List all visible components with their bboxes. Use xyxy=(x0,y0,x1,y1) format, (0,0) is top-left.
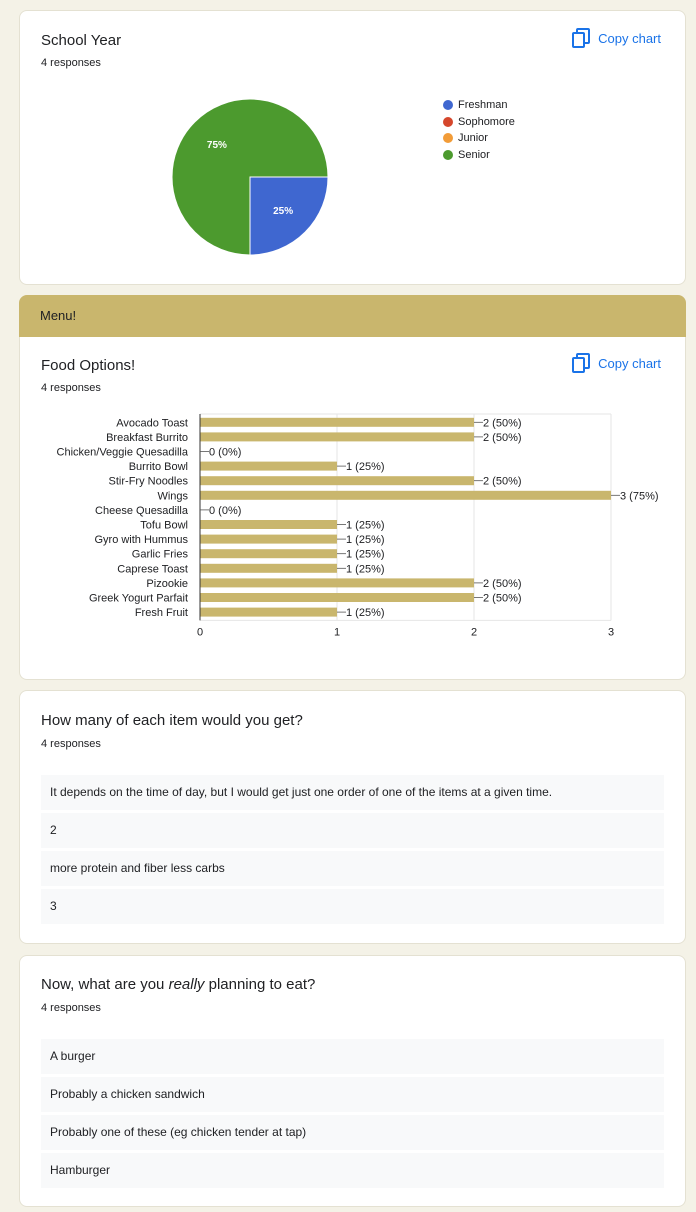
category-label: Gyro with Hummus xyxy=(94,534,188,547)
food-options-bar-chart xyxy=(20,407,687,647)
bar xyxy=(201,549,338,558)
x-tick-label: 1 xyxy=(333,626,341,639)
bar xyxy=(201,564,338,573)
data-label: 1 (25%) xyxy=(346,534,385,547)
pie-slice-label: 25% xyxy=(273,206,294,218)
list-item: more protein and fiber less carbs xyxy=(41,851,664,886)
legend-swatch xyxy=(443,133,453,143)
legend-label: Junior xyxy=(458,132,488,145)
bar xyxy=(201,462,338,471)
data-label: 1 (25%) xyxy=(346,607,385,620)
legend-item-junior xyxy=(443,130,515,147)
data-label: 0 (0%) xyxy=(209,446,242,459)
school-year-pie-chart xyxy=(150,77,350,277)
data-label: 1 (25%) xyxy=(346,519,385,532)
menu-section-title: Menu! xyxy=(40,308,77,323)
bar xyxy=(201,476,475,485)
menu-section-header xyxy=(19,295,686,337)
legend-item-freshman xyxy=(443,97,515,114)
pie-legend xyxy=(443,97,515,163)
category-label: Greek Yogurt Parfait xyxy=(88,592,188,605)
list-item: A burger xyxy=(41,1039,664,1074)
x-tick-label: 0 xyxy=(196,626,204,639)
list-item: 2 xyxy=(41,813,664,848)
planning-title-start: Now, what are you xyxy=(41,976,169,993)
category-label: Burrito Bowl xyxy=(128,461,188,474)
list-item: Hamburger xyxy=(41,1153,664,1188)
x-tick-label: 3 xyxy=(607,626,615,639)
pie-slice-label: 75% xyxy=(206,139,227,151)
bar xyxy=(201,593,475,602)
category-label: Stir-Fry Noodles xyxy=(108,475,188,488)
copy-chart-button[interactable] xyxy=(572,28,661,48)
how-many-responses: 4 responses xyxy=(41,738,101,750)
bar xyxy=(201,418,475,427)
list-item: 3 xyxy=(41,889,664,924)
legend-swatch xyxy=(443,100,453,110)
copy-chart-label: Copy chart xyxy=(598,30,661,46)
category-label: Garlic Fries xyxy=(131,548,188,561)
data-label: 2 (50%) xyxy=(483,577,522,590)
planning-card xyxy=(19,955,686,1207)
legend-item-sophomore xyxy=(443,114,515,131)
how-many-title: How many of each item would you get? xyxy=(41,712,303,729)
category-label: Cheese Quesadilla xyxy=(95,504,188,517)
planning-title-emphasis: really xyxy=(168,976,205,993)
how-many-card xyxy=(19,690,686,944)
planning-title xyxy=(41,976,315,993)
food-options-responses: 4 responses xyxy=(41,382,101,394)
data-label: 1 (25%) xyxy=(346,548,385,561)
bar xyxy=(201,432,475,441)
category-label: Fresh Fruit xyxy=(134,607,188,620)
data-label: 2 (50%) xyxy=(483,417,522,430)
category-label: Avocado Toast xyxy=(116,417,188,430)
data-label: 2 (50%) xyxy=(483,592,522,605)
x-tick-label: 2 xyxy=(470,626,478,639)
school-year-responses: 4 responses xyxy=(41,57,101,69)
bar xyxy=(201,520,338,529)
legend-item-senior xyxy=(443,147,515,164)
school-year-title: School Year xyxy=(41,32,122,49)
data-label: 2 (50%) xyxy=(483,475,522,488)
data-label: 1 (25%) xyxy=(346,563,385,576)
copy-icon xyxy=(572,28,590,48)
category-label: Tofu Bowl xyxy=(140,519,188,532)
legend-label: Freshman xyxy=(458,99,508,112)
bar xyxy=(201,535,338,544)
planning-responses: 4 responses xyxy=(41,1002,101,1014)
copy-chart-button[interactable] xyxy=(572,353,661,373)
category-label: Wings xyxy=(157,490,188,503)
category-label: Caprese Toast xyxy=(117,563,188,576)
legend-swatch xyxy=(443,150,453,160)
planning-title-end: planning to eat? xyxy=(204,976,316,993)
legend-label: Sophomore xyxy=(458,115,515,128)
data-label: 1 (25%) xyxy=(346,461,385,474)
list-item: It depends on the time of day, but I would get just one order of one of the items at a given time. xyxy=(41,775,664,810)
bar xyxy=(201,491,612,500)
school-year-card xyxy=(19,10,686,285)
food-options-card xyxy=(19,337,686,680)
copy-chart-label: Copy chart xyxy=(598,355,661,371)
data-label: 3 (75%) xyxy=(620,490,659,503)
legend-swatch xyxy=(443,117,453,127)
food-options-title: Food Options! xyxy=(41,357,136,374)
category-label: Chicken/Veggie Quesadilla xyxy=(56,446,188,459)
data-label: 2 (50%) xyxy=(483,431,522,444)
list-item: Probably a chicken sandwich xyxy=(41,1077,664,1112)
legend-label: Senior xyxy=(458,148,490,161)
bar xyxy=(201,578,475,587)
category-label: Pizookie xyxy=(146,577,188,590)
copy-icon xyxy=(572,353,590,373)
list-item: Probably one of these (eg chicken tender at tap) xyxy=(41,1115,664,1150)
bar xyxy=(201,608,338,617)
data-label: 0 (0%) xyxy=(209,504,242,517)
category-label: Breakfast Burrito xyxy=(106,431,188,444)
